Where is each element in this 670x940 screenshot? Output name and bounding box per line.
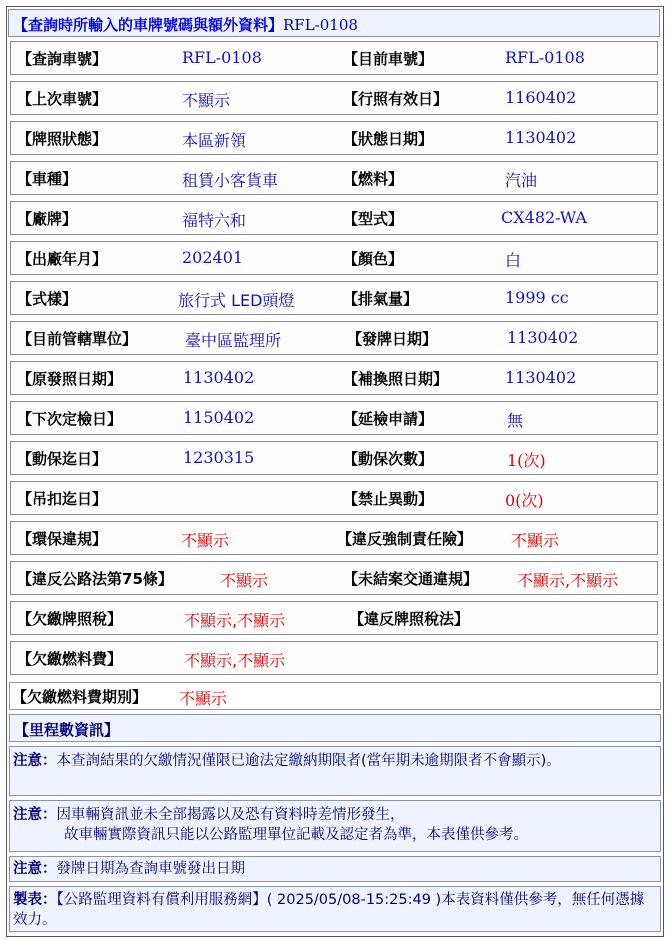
label-issue-date: 【發牌日期】 xyxy=(347,330,438,348)
label-body-style: 【式樣】 xyxy=(17,290,78,308)
value-highway-act-75: 不顯示 xyxy=(220,571,269,590)
value-color: 白 xyxy=(505,251,522,270)
label-model: 【型式】 xyxy=(343,210,404,228)
label-license-expiry: 【行照有效日】 xyxy=(343,90,449,108)
label-transfer-ban: 【禁止異動】 xyxy=(343,490,434,508)
value-query-plate: RFL-0108 xyxy=(182,48,262,67)
label-pending-violations: 【未結案交通違規】 xyxy=(343,570,479,588)
label-plate-status: 【牌照狀態】 xyxy=(17,130,108,148)
mileage-section xyxy=(9,714,661,742)
note-2-text: 注意：因車輛資訊並未全部揭露以及恐有資料時差情形發生， 故車輛實際資訊只能以公路監理單位記載及認定者為準，本表僅供參考。 xyxy=(13,807,528,843)
label-insurance-violation: 【違反強制責任險】 xyxy=(337,530,473,548)
label-suspension-expiry: 【吊扣迄日】 xyxy=(17,490,108,508)
value-model: CX482-WA xyxy=(501,208,587,227)
value-jurisdiction: 臺中區監理所 xyxy=(185,331,282,350)
label-color: 【顏色】 xyxy=(343,250,404,268)
label-chattel-lien-count: 【動保次數】 xyxy=(343,450,434,468)
value-body-style: 旅行式 LED頭燈 xyxy=(178,291,295,310)
vehicle-info-sheet xyxy=(6,6,664,937)
table-row xyxy=(10,281,658,315)
label-original-issue-date: 【原發照日期】 xyxy=(17,370,123,388)
table-row xyxy=(10,81,658,115)
table-row xyxy=(10,601,658,635)
table-row xyxy=(10,201,658,235)
value-manufacture-date: 202401 xyxy=(182,248,244,267)
service-link[interactable]: 【公路監理資料有償利用服務網】 xyxy=(56,892,267,908)
table-row xyxy=(10,641,658,675)
value-chattel-lien-expiry: 1230315 xyxy=(183,448,255,467)
label-status-date: 【狀態日期】 xyxy=(343,130,434,148)
value-reissue-date: 1130402 xyxy=(505,368,577,387)
table-row xyxy=(10,161,658,195)
value-fuel-fee-period: 不顯示 xyxy=(179,689,228,708)
table-row xyxy=(10,41,658,75)
query-header-title: 【查詢時所輸入的車牌號碼與額外資料】RFL-0108 xyxy=(13,16,358,34)
value-original-issue-date: 1130402 xyxy=(183,368,255,387)
mileage-section-title: 【里程數資訊】 xyxy=(14,721,120,739)
label-next-inspection: 【下次定檢日】 xyxy=(17,410,123,428)
label-jurisdiction: 【目前管轄單位】 xyxy=(17,330,138,348)
label-highway-act-75: 【違反公路法第75條】 xyxy=(17,570,173,588)
label-unpaid-license-tax: 【欠繳牌照稅】 xyxy=(17,610,123,628)
table-row xyxy=(10,521,658,555)
value-license-expiry: 1160402 xyxy=(505,88,577,107)
footer-timestamp: ( 2025/05/08-15:25:49 ) xyxy=(266,892,442,908)
label-inspection-extension: 【延檢申請】 xyxy=(343,410,434,428)
value-chattel-lien-count: 1(次) xyxy=(507,451,546,470)
note-2 xyxy=(9,800,661,852)
label-current-plate: 【目前車號】 xyxy=(343,50,434,68)
value-current-plate: RFL-0108 xyxy=(505,48,585,67)
value-environmental-violation: 不顯示 xyxy=(181,531,230,550)
value-unpaid-license-tax: 不顯示,不顯示 xyxy=(184,611,286,630)
label-previous-plate: 【上次車號】 xyxy=(17,90,108,108)
table-row xyxy=(10,121,658,155)
value-transfer-ban: 0(次) xyxy=(505,491,544,510)
value-insurance-violation: 不顯示 xyxy=(511,531,560,550)
value-displacement: 1999 cc xyxy=(505,288,569,307)
value-next-inspection: 1150402 xyxy=(183,408,255,427)
note-1 xyxy=(9,746,661,796)
value-fuel: 汽油 xyxy=(505,171,538,190)
query-header-plate: RFL-0108 xyxy=(283,16,358,34)
table-row xyxy=(10,441,658,475)
value-status-date: 1130402 xyxy=(505,128,577,147)
label-fuel-fee-period: 【欠繳燃料費期別】 xyxy=(12,688,148,706)
query-header xyxy=(8,9,660,37)
note-3-text: 注意：發牌日期為查詢車號發出日期 xyxy=(13,861,245,877)
value-vehicle-type: 租賃小客貨車 xyxy=(182,171,279,190)
label-query-plate: 【查詢車號】 xyxy=(17,50,108,68)
fuel-fee-period-row xyxy=(9,682,661,710)
value-unpaid-fuel-fee: 不顯示,不顯示 xyxy=(184,651,286,670)
label-brand: 【廠牌】 xyxy=(17,210,78,228)
value-plate-status: 本區新領 xyxy=(182,131,247,150)
label-license-tax-violation: 【違反牌照稅法】 xyxy=(349,610,470,628)
label-environmental-violation: 【環保違規】 xyxy=(17,530,108,548)
note-1-text: 注意：本查詢結果的欠繳情況僅限已逾法定繳納期限者(當年期未逾期限者不會顯示)。 xyxy=(13,753,561,769)
value-inspection-extension: 無 xyxy=(507,411,524,430)
label-fuel: 【燃料】 xyxy=(343,170,404,188)
label-vehicle-type: 【車種】 xyxy=(17,170,78,188)
footer-text: 製表：【公路監理資料有償利用服務網】( 2025/05/08-15:25:49 )本表資料僅供參考，無任何憑據效力。 xyxy=(13,892,645,928)
table-row xyxy=(10,481,658,515)
label-reissue-date: 【補換照日期】 xyxy=(343,370,449,388)
note-3 xyxy=(9,856,661,882)
table-row xyxy=(10,241,658,275)
label-chattel-lien-expiry: 【動保迄日】 xyxy=(17,450,108,468)
table-row xyxy=(10,401,658,435)
value-issue-date: 1130402 xyxy=(507,328,579,347)
footer xyxy=(9,886,661,932)
label-unpaid-fuel-fee: 【欠繳燃料費】 xyxy=(17,650,123,668)
label-manufacture-date: 【出廠年月】 xyxy=(17,250,108,268)
value-pending-violations: 不顯示,不顯示 xyxy=(517,571,619,590)
table-row xyxy=(10,561,658,595)
value-previous-plate: 不顯示 xyxy=(182,91,231,110)
value-brand: 福特六和 xyxy=(182,211,247,230)
table-row xyxy=(10,321,658,355)
label-displacement: 【排氣量】 xyxy=(343,290,419,308)
table-row xyxy=(10,361,658,395)
